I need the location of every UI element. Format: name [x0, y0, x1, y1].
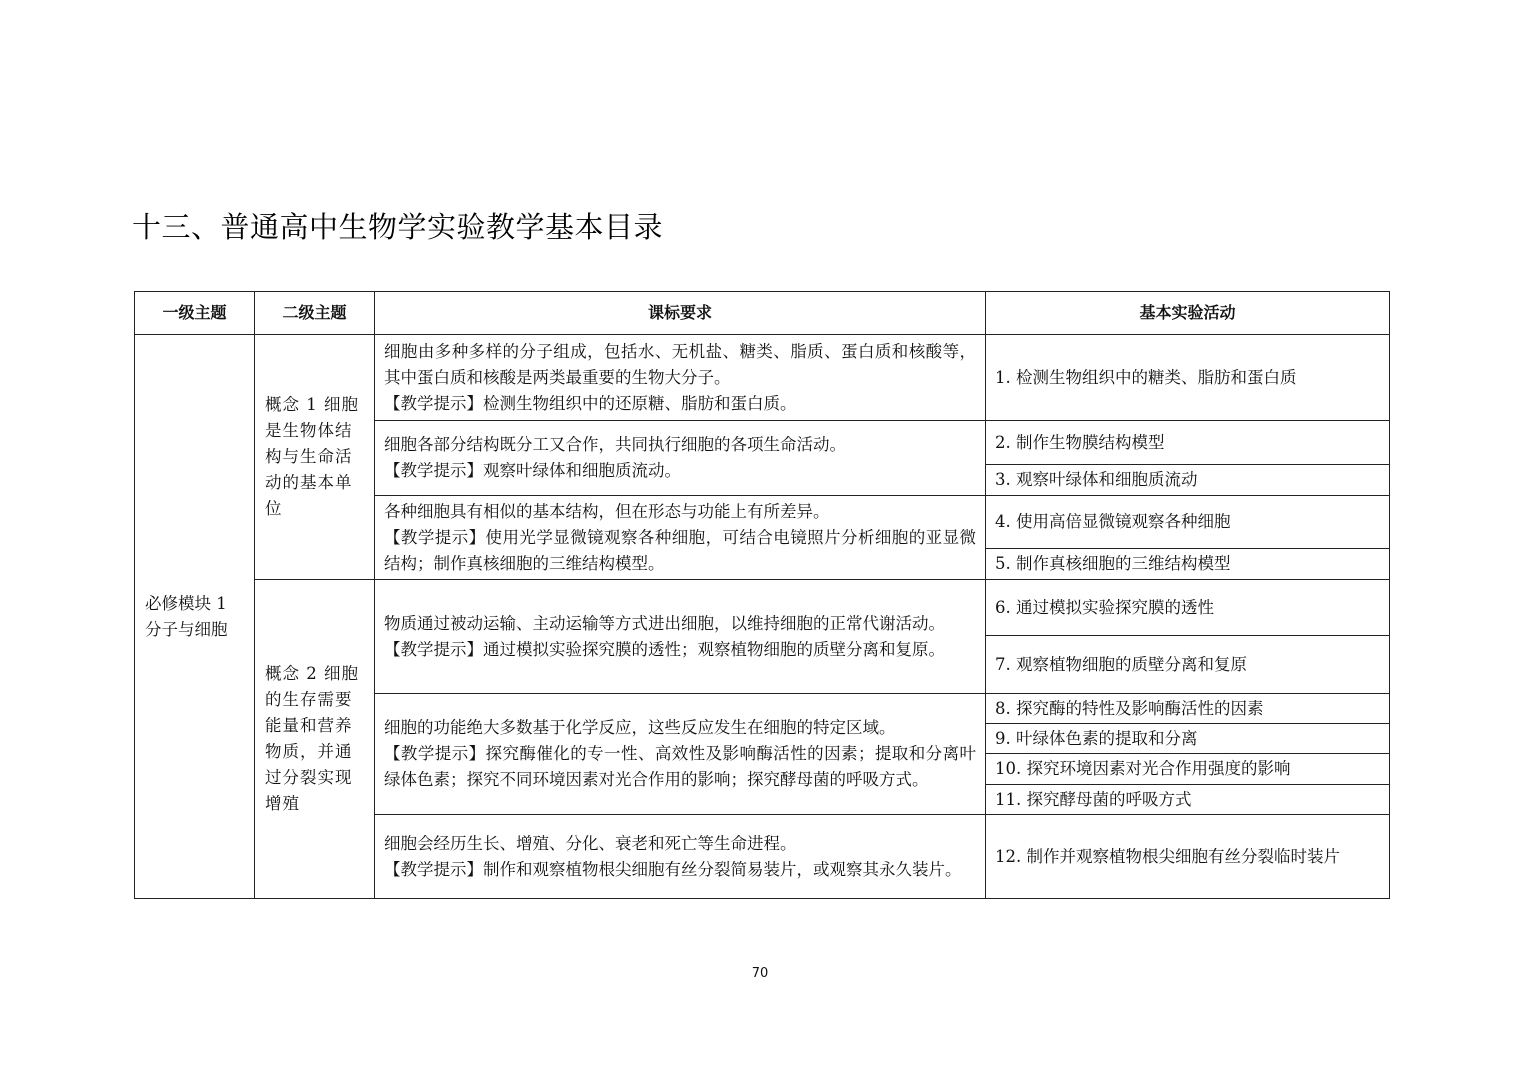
- concept-2-cell: 概念 2 细胞的生存需要能量和营养物质，并通过分裂实现增殖: [255, 580, 375, 899]
- concept-1-cell: 概念 1 细胞是生物体结构与生命活动的基本单位: [255, 335, 375, 580]
- activity-cell: 10. 探究环境因素对光合作用强度的影响: [986, 754, 1390, 785]
- requirement-cell: 细胞的功能绝大多数基于化学反应，这些反应发生在细胞的特定区域。 【教学提示】探究酶催化的专一性、高效性及影响酶活性的因素；提取和分离叶绿体色素；探究不同环境因素对光合作用的影响；探究酵母菌的呼吸方式。: [375, 694, 986, 815]
- header-basic-experiment-activity: 基本实验活动: [986, 292, 1390, 335]
- requirement-cell: 细胞各部分结构既分工又合作，共同执行细胞的各项生命活动。 【教学提示】观察叶绿体和细胞质流动。: [375, 421, 986, 496]
- experiment-catalog-table: [134, 291, 1390, 899]
- header-level2-topic: 二级主题: [255, 292, 375, 335]
- requirement-cell: 细胞由多种多样的分子组成，包括水、无机盐、糖类、脂质、蛋白质和核酸等，其中蛋白质和核酸是两类最重要的生物大分子。 【教学提示】检测生物组织中的还原糖、脂肪和蛋白质。: [375, 335, 986, 421]
- activity-cell: 3. 观察叶绿体和细胞质流动: [986, 465, 1390, 496]
- table-row: [135, 580, 1390, 636]
- activity-cell: 6. 通过模拟实验探究膜的透性: [986, 580, 1390, 636]
- header-level1-topic: 一级主题: [135, 292, 255, 335]
- activity-cell: 7. 观察植物细胞的质壁分离和复原: [986, 636, 1390, 694]
- activity-cell: 2. 制作生物膜结构模型: [986, 421, 1390, 465]
- header-curriculum-requirement: 课标要求: [375, 292, 986, 335]
- page-number: 70: [751, 966, 769, 981]
- level1-topic-cell: 必修模块 1 分子与细胞: [135, 335, 255, 899]
- activity-cell: 5. 制作真核细胞的三维结构模型: [986, 549, 1390, 580]
- requirement-cell: 物质通过被动运输、主动运输等方式进出细胞，以维持细胞的正常代谢活动。 【教学提示】通过模拟实验探究膜的透性；观察植物细胞的质壁分离和复原。: [375, 580, 986, 694]
- page-title: 十三、普通高中生物学实验教学基本目录: [132, 210, 664, 244]
- table-header-row: [135, 292, 1390, 335]
- requirement-cell: 细胞会经历生长、增殖、分化、衰老和死亡等生命进程。 【教学提示】制作和观察植物根尖细胞有丝分裂简易装片，或观察其永久装片。: [375, 815, 986, 899]
- requirement-cell: 各种细胞具有相似的基本结构，但在形态与功能上有所差异。 【教学提示】使用光学显微镜观察各种细胞，可结合电镜照片分析细胞的亚显微结构；制作真核细胞的三维结构模型。: [375, 496, 986, 580]
- activity-cell: 1. 检测生物组织中的糖类、脂肪和蛋白质: [986, 335, 1390, 421]
- table-row: [135, 335, 1390, 421]
- activity-cell: 8. 探究酶的特性及影响酶活性的因素: [986, 694, 1390, 724]
- activity-cell: 11. 探究酵母菌的呼吸方式: [986, 785, 1390, 815]
- activity-cell: 9. 叶绿体色素的提取和分离: [986, 724, 1390, 754]
- activity-cell: 12. 制作并观察植物根尖细胞有丝分裂临时装片: [986, 815, 1390, 899]
- activity-cell: 4. 使用高倍显微镜观察各种细胞: [986, 496, 1390, 549]
